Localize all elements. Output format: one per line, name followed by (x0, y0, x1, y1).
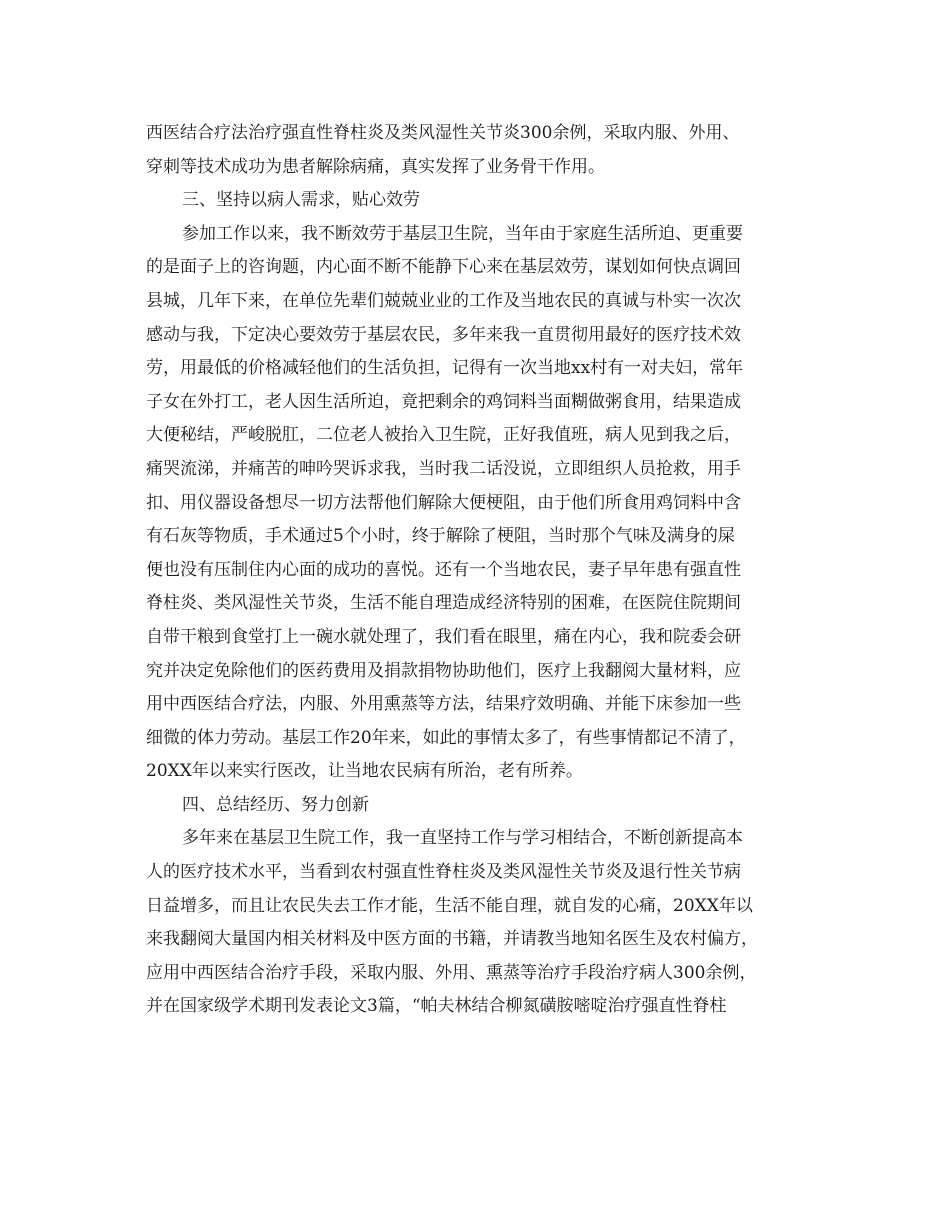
text-line: 感动与我，下定决心要效劳于基层农民，多年来我一直贯彻用最好的医疗技术效 (146, 324, 741, 345)
text-line: 20XX年以来实行医改，让当地农民病有所治，老有所养。 (146, 761, 583, 782)
text-line: 细微的体力劳动。基层工作20年来，如此的事情太多了，有些事情都记不清了， (146, 727, 746, 748)
section-heading: 四、总结经历、努力创新 (182, 794, 369, 815)
text-line: 劳，用最低的价格减轻他们的生活负担，记得有一次当地xx村有一对夫妇，常年 (146, 358, 744, 379)
section-heading: 三、坚持以病人需求，贴心效劳 (182, 190, 420, 211)
text-line: 来我翻阅大量国内相关材料及中医方面的书籍，并请教当地知名医生及农村偏方， (146, 929, 758, 950)
text-line: 人的医疗技术水平，当看到农村强直性脊柱炎及类风湿性关节炎及退行性关节病 (146, 862, 741, 883)
text-line: 的是面子上的咨询题，内心面不断不能静下心来在基层效劳，谋划如何快点调回 (146, 257, 741, 278)
text-line: 脊柱炎、类风湿性关节炎，生活不能自理造成经济特别的困难，在医院住院期间 (146, 593, 741, 614)
text-line: 究并决定免除他们的医药费用及捐款捐物协助他们，医疗上我翻阅大量材料，应 (146, 660, 741, 681)
text-line: 子女在外打工，老人因生活所迫，竟把剩余的鸡饲料当面糊做粥食用，结果造成 (146, 391, 741, 412)
text-line: 并在国家级学术期刊发表论文3篇，“帕夫林结合柳氮磺胺嘧啶治疗强直性脊柱 (146, 996, 727, 1017)
paragraph-start: 多年来在基层卫生院工作，我一直坚持工作与学习相结合，不断创新提高本 (182, 828, 743, 849)
text-line: 痛哭流涕，并痛苦的呻吟哭诉求我，当时我二话没说，立即组织人员抢救，用手 (146, 458, 741, 479)
text-line: 扣、用仪器设备想尽一切方法帮他们解除大便梗阻，由于他们所食用鸡饲料中含 (146, 492, 741, 513)
text-line: 县城，几年下来，在单位先辈们兢兢业业的工作及当地农民的真诚与朴实一次次 (146, 290, 741, 311)
text-line: 有石灰等物质，手术通过5个小时，终于解除了梗阻，当时那个气味及满身的屎 (146, 526, 735, 547)
text-line: 便也没有压制住内心面的成功的喜悦。还有一个当地农民，妻子早年患有强直性 (146, 559, 741, 580)
paragraph-start: 参加工作以来，我不断效劳于基层卫生院，当年由于家庭生活所迫、更重要 (182, 223, 743, 244)
body-text (146, 117, 806, 1024)
text-line: 用中西医结合疗法，内服、外用熏蒸等方法，结果疗效明确、并能下床参加一些 (146, 694, 741, 715)
text-line: 大便秘结，严峻脱肛，二位老人被抬入卫生院，正好我值班，病人见到我之后， (146, 425, 741, 446)
text-line: 西医结合疗法治疗强直性脊柱炎及类风湿性关节炎300余例，采取内服、外用、 (146, 123, 740, 143)
text-line: 穿刺等技术成功为患者解除病痛，真实发挥了业务骨干作用。 (146, 156, 605, 177)
text-line: 应用中西医结合治疗手段，采取内服、外用、熏蒸等治疗手段治疗病人300余例， (146, 962, 757, 983)
text-line: 日益增多，而且让农民失去工作才能，生活不能自理，就自发的心痛，20XX年以 (146, 895, 753, 916)
text-line: 自带干粮到食堂打上一碗水就处理了，我们看在眼里，痛在内心，我和院委会研 (146, 626, 741, 647)
